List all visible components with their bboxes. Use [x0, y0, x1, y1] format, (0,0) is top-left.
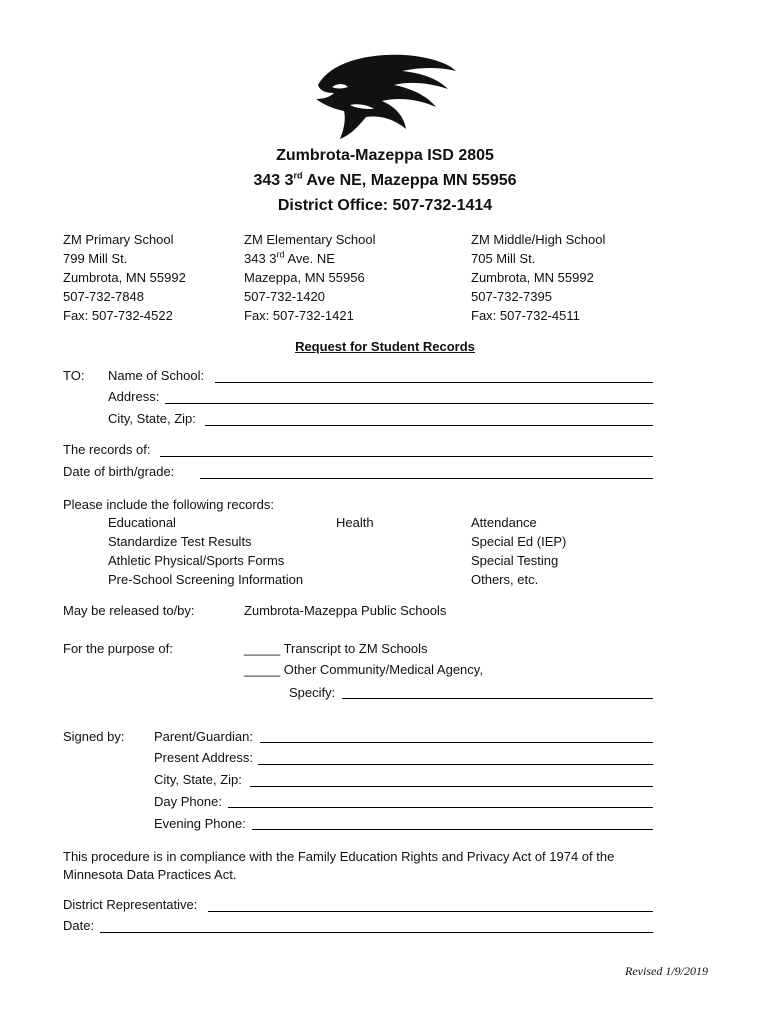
purpose-label: For the purpose of:: [63, 641, 173, 656]
include-intro: Please include the following records:: [63, 497, 275, 512]
to-label: TO:: [63, 368, 85, 383]
dob-grade-field[interactable]: [200, 478, 653, 479]
school-elementary: ZM Elementary School 343 3rd Ave. NE Mazeppa, MN 55956 507-732-1420 Fax: 507-732-1421: [244, 232, 376, 323]
compliance-line2: Minnesota Data Practices Act.: [63, 867, 237, 882]
address-field[interactable]: [165, 403, 653, 404]
date-label: Date:: [63, 918, 95, 933]
district-office-phone: District Office: 507-732-1414: [277, 197, 493, 214]
released-label: May be released to/by:: [63, 603, 195, 618]
dob-grade-label: Date of birth/grade:: [63, 464, 175, 479]
city-state-zip-field[interactable]: [205, 425, 653, 426]
records-of-field[interactable]: [160, 456, 653, 457]
revised-date: Revised 1/9/2019: [625, 964, 708, 978]
present-address-field[interactable]: [258, 764, 653, 765]
parent-label: Parent/Guardian:: [154, 729, 254, 744]
city-state-zip2-label: City, State, Zip:: [154, 772, 242, 787]
school-primary: ZM Primary School 799 Mill St. Zumbrota, MN 55992 507-732-7848 Fax: 507-732-4522: [63, 232, 186, 323]
city-state-zip-label: City, State, Zip:: [108, 411, 196, 426]
day-phone-field[interactable]: [228, 807, 653, 808]
specify-label: Specify:: [289, 685, 336, 700]
evening-phone-field[interactable]: [252, 829, 653, 830]
panther-logo: [310, 45, 460, 140]
records-col1: Educational Standardize Test Results Athletic Physical/Sports Forms Pre-School Screening Information: [108, 515, 304, 587]
compliance-line1: This procedure is in compliance with the Family Education Rights and Privacy Act of 1974 of the: [63, 849, 615, 864]
school-middle-high: ZM Middle/High School 705 Mill St. Zumbrota, MN 55992 507-732-7395 Fax: 507-732-4511: [471, 232, 606, 323]
records-of-label: The records of:: [63, 442, 151, 457]
day-phone-label: Day Phone:: [154, 794, 222, 809]
district-name: Zumbrota-Mazeppa ISD 2805: [276, 147, 494, 164]
name-of-school-field[interactable]: [215, 382, 653, 383]
district-address: 343 3rd Ave NE, Mazeppa MN 55956: [253, 170, 517, 189]
records-col2: Health: [336, 515, 374, 530]
form-title: Request for Student Records: [295, 339, 475, 354]
present-address-label: Present Address:: [154, 750, 253, 765]
district-rep-label: District Representative:: [63, 897, 198, 912]
address-label: Address:: [108, 389, 160, 404]
district-rep-field[interactable]: [208, 911, 653, 912]
name-of-school-label: Name of School:: [108, 368, 205, 383]
released-value: Zumbrota-Mazeppa Public Schools: [244, 603, 447, 618]
specify-field[interactable]: [342, 698, 653, 699]
date-field[interactable]: [100, 932, 653, 933]
purpose-other-agency[interactable]: _____ Other Community/Medical Agency,: [244, 662, 483, 677]
records-col3: Attendance Special Ed (IEP) Special Testing Others, etc.: [471, 515, 567, 587]
city-state-zip2-field[interactable]: [250, 786, 653, 787]
parent-field[interactable]: [260, 742, 653, 743]
evening-phone-label: Evening Phone:: [154, 816, 246, 831]
signed-label: Signed by:: [63, 729, 125, 744]
purpose-transcript[interactable]: _____ Transcript to ZM Schools: [244, 641, 428, 656]
